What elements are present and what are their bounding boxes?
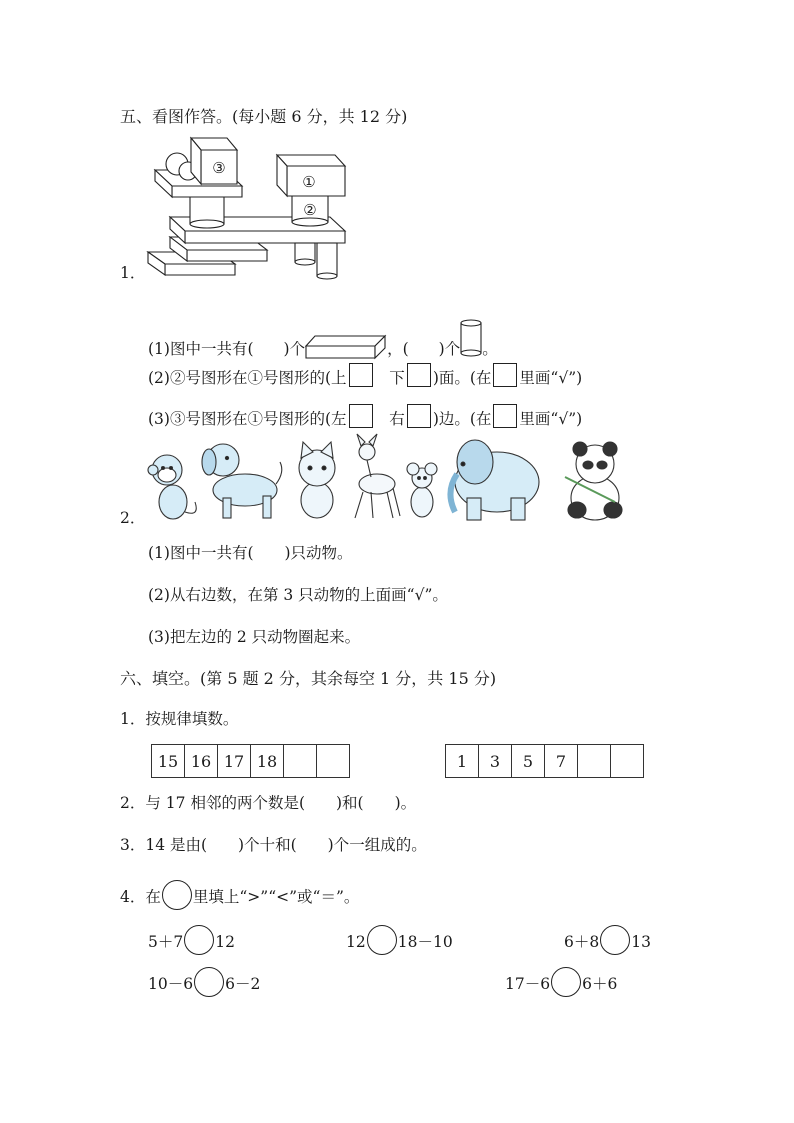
section6-title: 六、填空。(第 5 题 2 分，其余每空 1 分，共 15 分)	[120, 669, 497, 688]
sequence-table-1	[151, 744, 350, 778]
seq1-cell: 17	[218, 745, 251, 778]
q5-2-sub3: (3)把左边的 2 只动物圈起来。	[148, 628, 361, 646]
seq1-cell: 15	[152, 745, 185, 778]
seq1-blank[interactable]	[317, 745, 350, 778]
q5-2-number: 2．	[120, 509, 146, 527]
compare-5: 17－6 6＋6	[505, 967, 617, 997]
hint-circle	[162, 880, 192, 910]
answer-box-down[interactable]	[407, 363, 431, 387]
elephant-icon	[450, 440, 539, 520]
seq2-blank[interactable]	[611, 745, 644, 778]
section5-title: 五、看图作答。(每小题 6 分，共 12 分)	[120, 107, 408, 126]
q6-3-text: 3．14 是由( )个十和( )个一组成的。	[120, 836, 427, 854]
dog-icon	[202, 444, 282, 518]
compare-circle-3[interactable]	[600, 925, 630, 955]
seq2-cell: 5	[512, 745, 545, 778]
monkey-icon	[148, 455, 196, 519]
hint-box	[493, 363, 517, 387]
label-two: ②	[303, 201, 317, 219]
seq2-blank[interactable]	[578, 745, 611, 778]
animals-illustration	[145, 432, 625, 524]
compare-circle-5[interactable]	[551, 967, 581, 997]
seq1-cell: 18	[251, 745, 284, 778]
q6-4-text: 4．在 里填上“>”“<”或“＝”。	[120, 880, 359, 910]
q5-1-sub1: (1)图中一共有( )个 ，( )个 。	[148, 318, 498, 360]
blocks-figure	[145, 134, 350, 284]
q5-2-sub2: (2)从右边数，在第 3 只动物的上面画“√”。	[148, 586, 448, 604]
label-three: ③	[212, 159, 226, 177]
seq1-cell: 16	[185, 745, 218, 778]
compare-4: 10－6 6－2	[148, 967, 260, 997]
compare-2: 12 18－10	[346, 925, 453, 955]
seq2-cell: 7	[545, 745, 578, 778]
label-one: ①	[302, 173, 316, 191]
seq2-cell: 1	[446, 745, 479, 778]
cuboid-icon	[305, 334, 387, 360]
panda-icon	[565, 442, 622, 520]
seq1-blank[interactable]	[284, 745, 317, 778]
answer-box-up[interactable]	[349, 363, 373, 387]
seq2-cell: 3	[479, 745, 512, 778]
compare-1: 5＋7 12	[148, 925, 235, 955]
answer-box-right[interactable]	[407, 404, 431, 428]
q5-1-sub2: (2)②号图形在①号图形的(上 下 )面。(在 里画“√”)	[148, 363, 582, 387]
q6-2-text: 2．与 17 相邻的两个数是( )和( )。	[120, 794, 417, 812]
hint-box	[493, 404, 517, 428]
cat-icon	[299, 442, 335, 518]
answer-box-left[interactable]	[349, 404, 373, 428]
q6-1-text: 1．按规律填数。	[120, 710, 239, 728]
compare-circle-1[interactable]	[184, 925, 214, 955]
compare-circle-4[interactable]	[194, 967, 224, 997]
q5-1-number: 1．	[120, 264, 146, 282]
deer-icon	[355, 434, 400, 518]
cylinder-icon	[460, 318, 482, 358]
q5-1-sub3: (3)③号图形在①号图形的(左 右 )边。(在 里画“√”)	[148, 404, 582, 428]
compare-3: 6＋8 13	[564, 925, 651, 955]
sequence-table-2	[445, 744, 644, 778]
q5-2-sub1: (1)图中一共有( )只动物。	[148, 544, 353, 562]
compare-circle-2[interactable]	[367, 925, 397, 955]
mouse-icon	[407, 463, 437, 517]
